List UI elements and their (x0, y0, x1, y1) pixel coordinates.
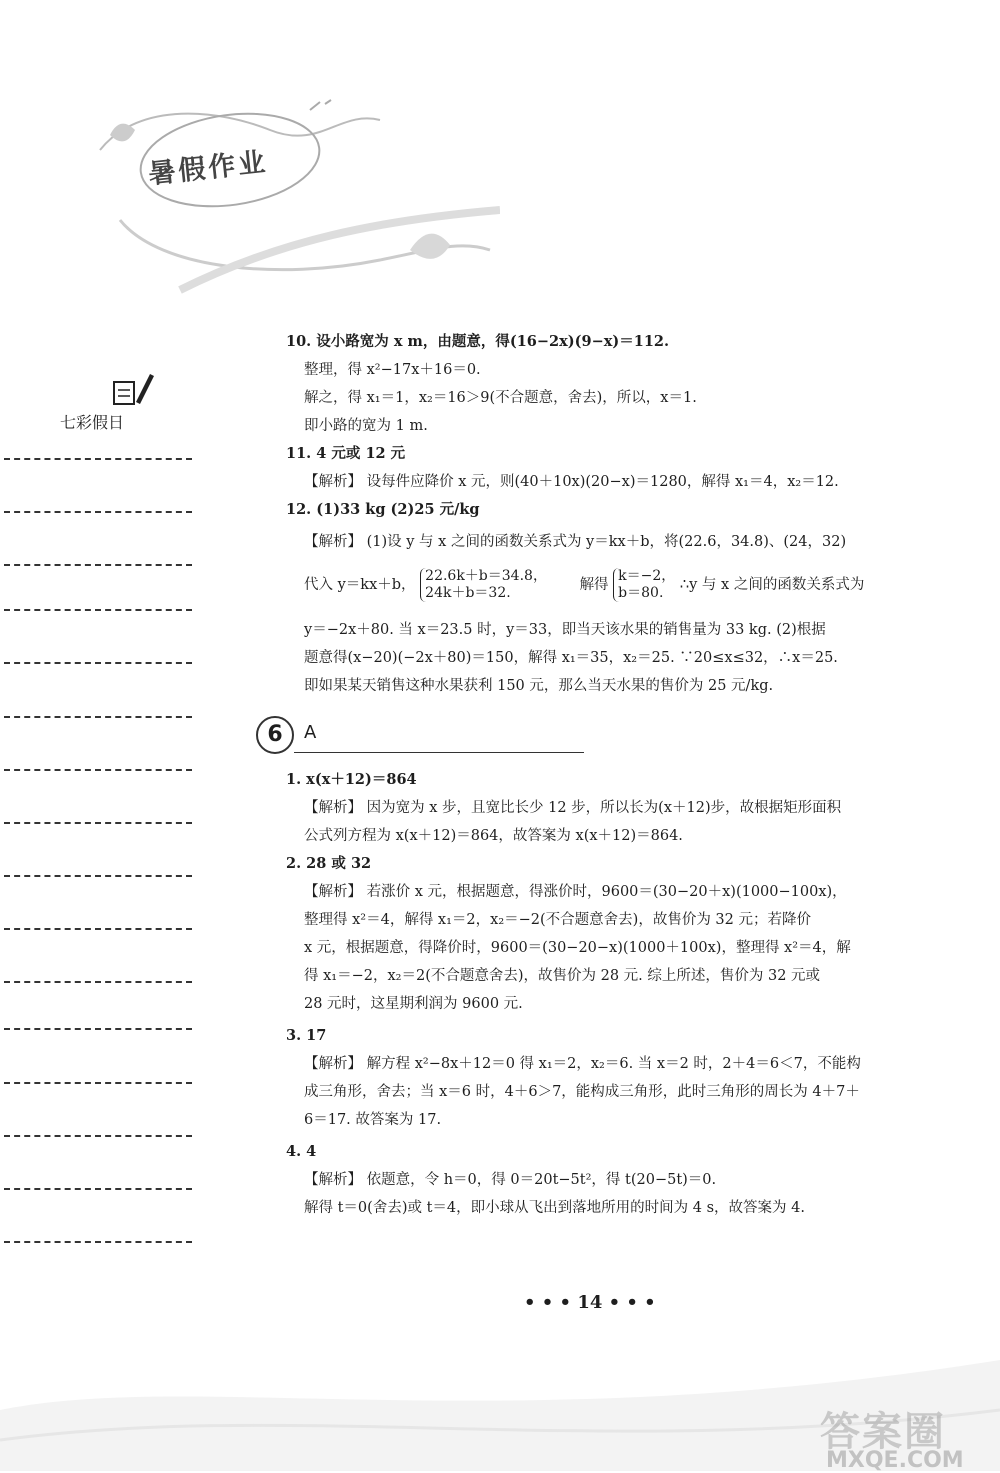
equation-line: b＝80. (618, 585, 664, 601)
note-line (4, 1135, 192, 1137)
analysis-line: 28 元时，这星期利润为 9600 元. (304, 996, 523, 1012)
watermark-url: MXQE.COM (826, 1448, 964, 1473)
analysis-line: 6＝17. 故答案为 17. (304, 1112, 442, 1128)
equation-line: k＝−2， (618, 568, 676, 584)
note-line (4, 609, 192, 611)
equation-system-2 (613, 568, 675, 602)
note-line (4, 981, 192, 983)
answer-4-line: 4. 4 (286, 1143, 317, 1160)
section-number: 6 (256, 716, 294, 754)
analysis-line: 题意得(x−20)(−2x＋80)＝150，解得 x₁＝35，x₂＝25. ∵20≤x≤32，∴x＝25. (304, 650, 838, 666)
substitution-text: 代入 y＝kx＋b， (304, 577, 416, 593)
note-line (4, 1028, 192, 1030)
note-line (4, 875, 192, 877)
answer-line: 解之，得 x₁＝1，x₂＝16＞9(不合题意，舍去)，所以，x＝1. (304, 390, 697, 406)
decorative-banner (80, 90, 500, 300)
note-line (4, 564, 192, 566)
analysis-line: 解得 t＝0(舍去)或 t＝4，即小球从飞出到落地所用的时间为 4 s，故答案为 4. (304, 1200, 805, 1216)
analysis-line: 公式列方程为 x(x＋12)＝864，故答案为 x(x＋12)＝864. (304, 828, 683, 844)
equation-system-1 (420, 568, 547, 602)
analysis-line: 得 x₁＝−2，x₂＝2(不合题意舍去)，故售价为 28 元. 综上所述，售价为 32 元或 (304, 968, 821, 984)
analysis-line: 【解析】 若涨价 x 元，根据题意，得涨价时，9600＝(30−20＋x)(1000−100x)， (304, 884, 847, 900)
analysis-line: 【解析】 依题意，令 h＝0，得 0＝20t−5t²，得 t(20−5t)＝0. (304, 1172, 717, 1188)
equation-line: 24k＋b＝32. (425, 585, 511, 601)
equation-line: 22.6k＋b＝34.8， (425, 568, 547, 584)
answer-1-line: 1. x(x＋12)＝864 (286, 771, 417, 788)
note-line (4, 928, 192, 930)
note-line (4, 716, 192, 718)
analysis-line: x 元，根据题意，得降价时，9600＝(30−20−x)(1000＋100x)，整理得 x²＝4，解 (304, 940, 851, 956)
answer-12-line: 12. (1)33 kg (2)25 元/kg (286, 501, 480, 518)
conclusion-text: ∴y 与 x 之间的函数关系式为 (679, 577, 865, 593)
watermark-logo: 答案圈 (820, 1409, 946, 1455)
analysis-line: 【解析】 因为宽为 x 步，且宽比长少 12 步，所以长为(x＋12)步，故根据矩形面积 (304, 800, 842, 816)
note-line (4, 1188, 192, 1190)
answer-line: 整理，得 x²−17x＋16＝0. (304, 362, 481, 378)
section-letter: A (304, 722, 317, 743)
section-header (256, 712, 326, 762)
note-line (4, 1241, 192, 1243)
answer-3-line: 3. 17 (286, 1027, 327, 1044)
answer-11-line: 11. 4 元或 12 元 (286, 445, 406, 462)
note-line (4, 458, 192, 460)
note-line (4, 662, 192, 664)
note-line (4, 511, 192, 513)
section-rule (294, 752, 584, 753)
note-line (4, 1082, 192, 1084)
note-line (4, 822, 192, 824)
solve-text: 解得 (579, 577, 609, 593)
answer-2-line: 2. 28 或 32 (286, 855, 372, 872)
analysis-line: 【解析】 设每件应降价 x 元，则(40＋10x)(20−x)＝1280，解得 x₁＝4，x₂＝12. (304, 474, 839, 490)
pen-notebook-icon (112, 368, 156, 410)
note-line (4, 769, 192, 771)
analysis-line: 【解析】 解方程 x²−8x＋12＝0 得 x₁＝2，x₂＝6. 当 x＝2 时，2＋4＝6＜7，不能构 (304, 1056, 861, 1072)
answer-line: 即小路的宽为 1 m. (304, 418, 428, 434)
analysis-line: 【解析】 (1)设 y 与 x 之间的函数关系式为 y＝kx＋b，将(22.6，34.8)、(24，32) (304, 534, 847, 550)
answer-10-line: 10. 设小路宽为 x m，由题意，得(16−2x)(9−x)＝112. (286, 333, 670, 350)
page-number: • • • 14 • • • (524, 1292, 656, 1313)
analysis-line: 整理得 x²＝4，解得 x₁＝2，x₂＝−2(不合题意舍去)，故售价为 32 元；若降价 (304, 912, 811, 928)
analysis-line: 成三角形，舍去；当 x＝6 时，4＋6＞7，能构成三角形，此时三角形的周长为 4＋7＋ (304, 1084, 860, 1100)
analysis-line: y＝−2x＋80. 当 x＝23.5 时，y＝33，即当天该水果的销售量为 33 kg. (2)根据 (304, 622, 826, 638)
equation-system-row (304, 568, 864, 602)
page-header-title: 暑假作业 (147, 146, 270, 191)
analysis-line: 即如果某天销售这种水果获利 150 元，那么当天水果的售价为 25 元/kg. (304, 678, 774, 694)
sidebar-label: 七彩假日 (60, 413, 125, 432)
